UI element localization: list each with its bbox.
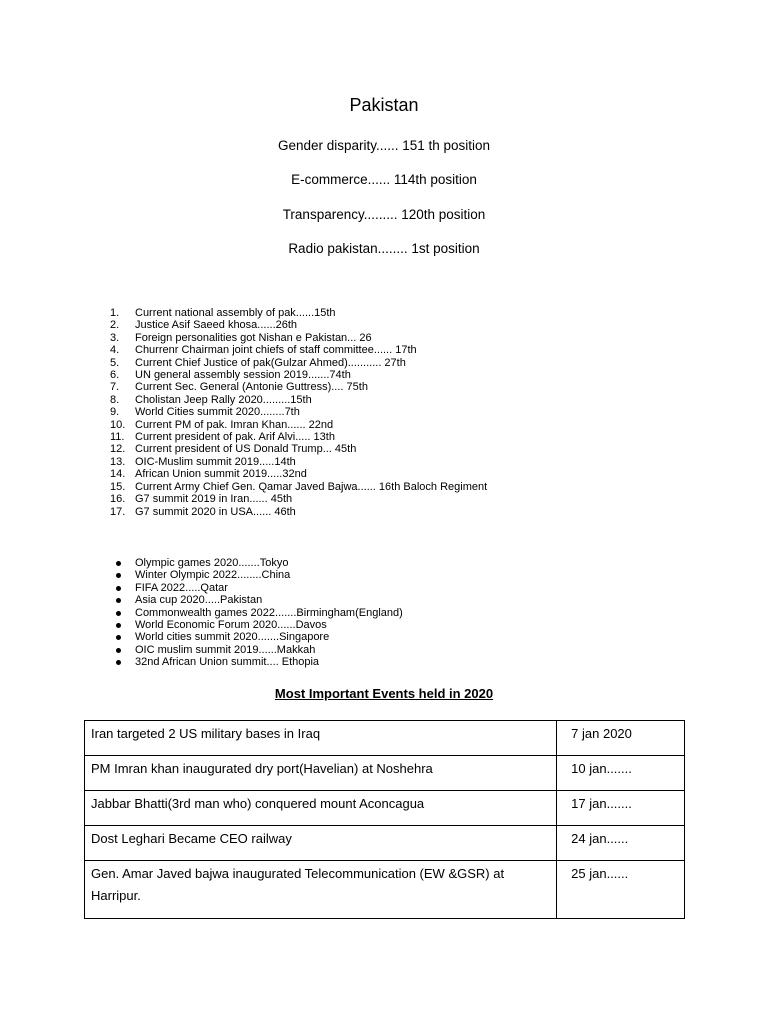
bullet-dot-icon (116, 660, 121, 665)
list-text: Current Chief Justice of pak(Gulzar Ahmed)........... 27th (135, 356, 406, 369)
list-number: 15. (110, 480, 126, 493)
list-number: 16. (110, 493, 126, 506)
list-item (110, 381, 487, 393)
list-text: UN general assembly session 2019.......74th (135, 369, 351, 382)
list-number: 17. (110, 505, 126, 518)
bullet-item (110, 557, 403, 569)
bullet-dot-icon (116, 586, 121, 591)
list-item (110, 357, 487, 369)
bullet-item (110, 582, 403, 594)
list-text: World Cities summit 2020........7th (135, 406, 300, 419)
bullet-text: FIFA 2022.....Qatar (135, 581, 228, 594)
bullet-item (110, 619, 403, 631)
list-number: 3. (110, 331, 120, 344)
list-text: Churrenr Chairman joint chiefs of staff committee...... 17th (135, 344, 417, 357)
numbered-list (110, 307, 487, 518)
list-text: Foreign personalities got Nishan e Pakistan... 26 (135, 331, 372, 344)
bullet-text: Olympic games 2020.......Tokyo (135, 557, 289, 569)
bullet-text: Winter Olympic 2022........China (135, 569, 291, 582)
bullet-text: Commonwealth games 2022.......Birmingham(England) (135, 606, 403, 619)
list-number: 7. (110, 381, 120, 394)
table-row (85, 791, 685, 826)
list-item (110, 332, 487, 344)
list-text: G7 summit 2020 in USA...... 46th (135, 505, 296, 518)
list-number: 8. (110, 393, 120, 406)
table-row (85, 861, 685, 919)
date-cell: 24 jan...... (557, 826, 685, 861)
list-item (110, 493, 487, 505)
date-cell: 10 jan....... (557, 756, 685, 791)
list-text: Current PM of pak. Imran Khan...... 22nd (135, 418, 334, 431)
table-row (85, 756, 685, 791)
list-number: 14. (110, 468, 126, 481)
list-text: Current national assembly of pak......15th (135, 307, 336, 319)
list-item (110, 456, 487, 468)
table-row (85, 826, 685, 861)
bullet-item (110, 644, 403, 656)
list-text: OIC-Muslim summit 2019.....14th (135, 455, 296, 468)
event-cell: Gen. Amar Javed bajwa inaugurated Telecommunication (EW &GSR) at Harripur. (85, 861, 557, 919)
date-cell: 25 jan...... (557, 861, 685, 919)
list-item (110, 468, 487, 480)
stat-line: E-commerce...... 114th position (291, 172, 477, 187)
event-cell: Jabbar Bhatti(3rd man who) conquered mount Aconcagua (85, 791, 557, 826)
bullet-item (110, 656, 403, 668)
bullet-item (110, 607, 403, 619)
list-number: 12. (110, 443, 126, 456)
bullet-dot-icon (116, 598, 121, 603)
bullet-dot-icon (116, 648, 121, 653)
bullet-text: World cities summit 2020.......Singapore (135, 631, 330, 644)
list-text: Current Army Chief Gen. Qamar Javed Bajwa...... 16th Baloch Regiment (135, 480, 488, 493)
list-number: 10. (110, 418, 126, 431)
list-item (110, 319, 487, 331)
list-text: G7 summit 2019 in Iran...... 45th (135, 493, 293, 506)
bullet-dot-icon (116, 611, 121, 616)
bullet-text: Asia cup 2020.....Pakistan (135, 594, 263, 607)
bullet-item (110, 631, 403, 643)
list-text: Cholistan Jeep Rally 2020.........15th (135, 393, 312, 406)
bullet-item (110, 594, 403, 606)
list-number: 13. (110, 455, 126, 468)
list-item (110, 307, 487, 319)
date-cell: 17 jan....... (557, 791, 685, 826)
list-item (110, 394, 487, 406)
list-text: Current Sec. General (Antonie Guttress).... 75th (135, 381, 368, 394)
list-number: 4. (110, 344, 120, 357)
stat-line: Radio pakistan........ 1st position (288, 241, 480, 256)
date-cell: 7 jan 2020 (557, 721, 685, 756)
bullet-list (110, 557, 403, 669)
event-cell: PM Imran khan inaugurated dry port(Havelian) at Noshehra (85, 756, 557, 791)
bullet-dot-icon (116, 635, 121, 640)
events-heading: Most Important Events held in 2020 (274, 686, 494, 701)
list-item (110, 406, 487, 418)
list-item (110, 506, 487, 518)
list-item (110, 419, 487, 431)
list-text: Current president of US Donald Trump... 45th (135, 443, 357, 456)
stat-line: Transparency......... 120th position (282, 207, 486, 222)
list-item (110, 481, 487, 493)
list-text: African Union summit 2019.....32nd (135, 468, 307, 481)
list-number: 2. (110, 319, 120, 332)
event-cell: Iran targeted 2 US military bases in Iraq (85, 721, 557, 756)
list-number: 9. (110, 406, 120, 419)
bullet-item (110, 569, 403, 581)
page-title: Pakistan (349, 95, 419, 115)
bullet-dot-icon (116, 573, 121, 578)
bullet-text: World Economic Forum 2020......Davos (135, 619, 327, 632)
list-item (110, 443, 487, 455)
events-table (84, 720, 685, 919)
stat-line: Gender disparity...... 151 th position (277, 138, 491, 153)
list-item (110, 344, 487, 356)
bullet-text: OIC muslim summit 2019......Makkah (135, 643, 316, 656)
event-cell: Dost Leghari Became CEO railway (85, 826, 557, 861)
list-number: 5. (110, 356, 120, 369)
bullet-dot-icon (116, 623, 121, 628)
list-item (110, 431, 487, 443)
list-text: Justice Asif Saeed khosa......26th (135, 319, 298, 332)
bullet-text: 32nd African Union summit.... Ethopia (135, 656, 320, 669)
list-number: 1. (110, 307, 120, 319)
list-number: 6. (110, 369, 120, 382)
list-number: 11. (110, 431, 125, 444)
bullet-dot-icon (116, 561, 121, 566)
list-text: Current president of pak. Arif Alvi..... 13th (135, 431, 335, 444)
table-row (85, 721, 685, 756)
list-item (110, 369, 487, 381)
